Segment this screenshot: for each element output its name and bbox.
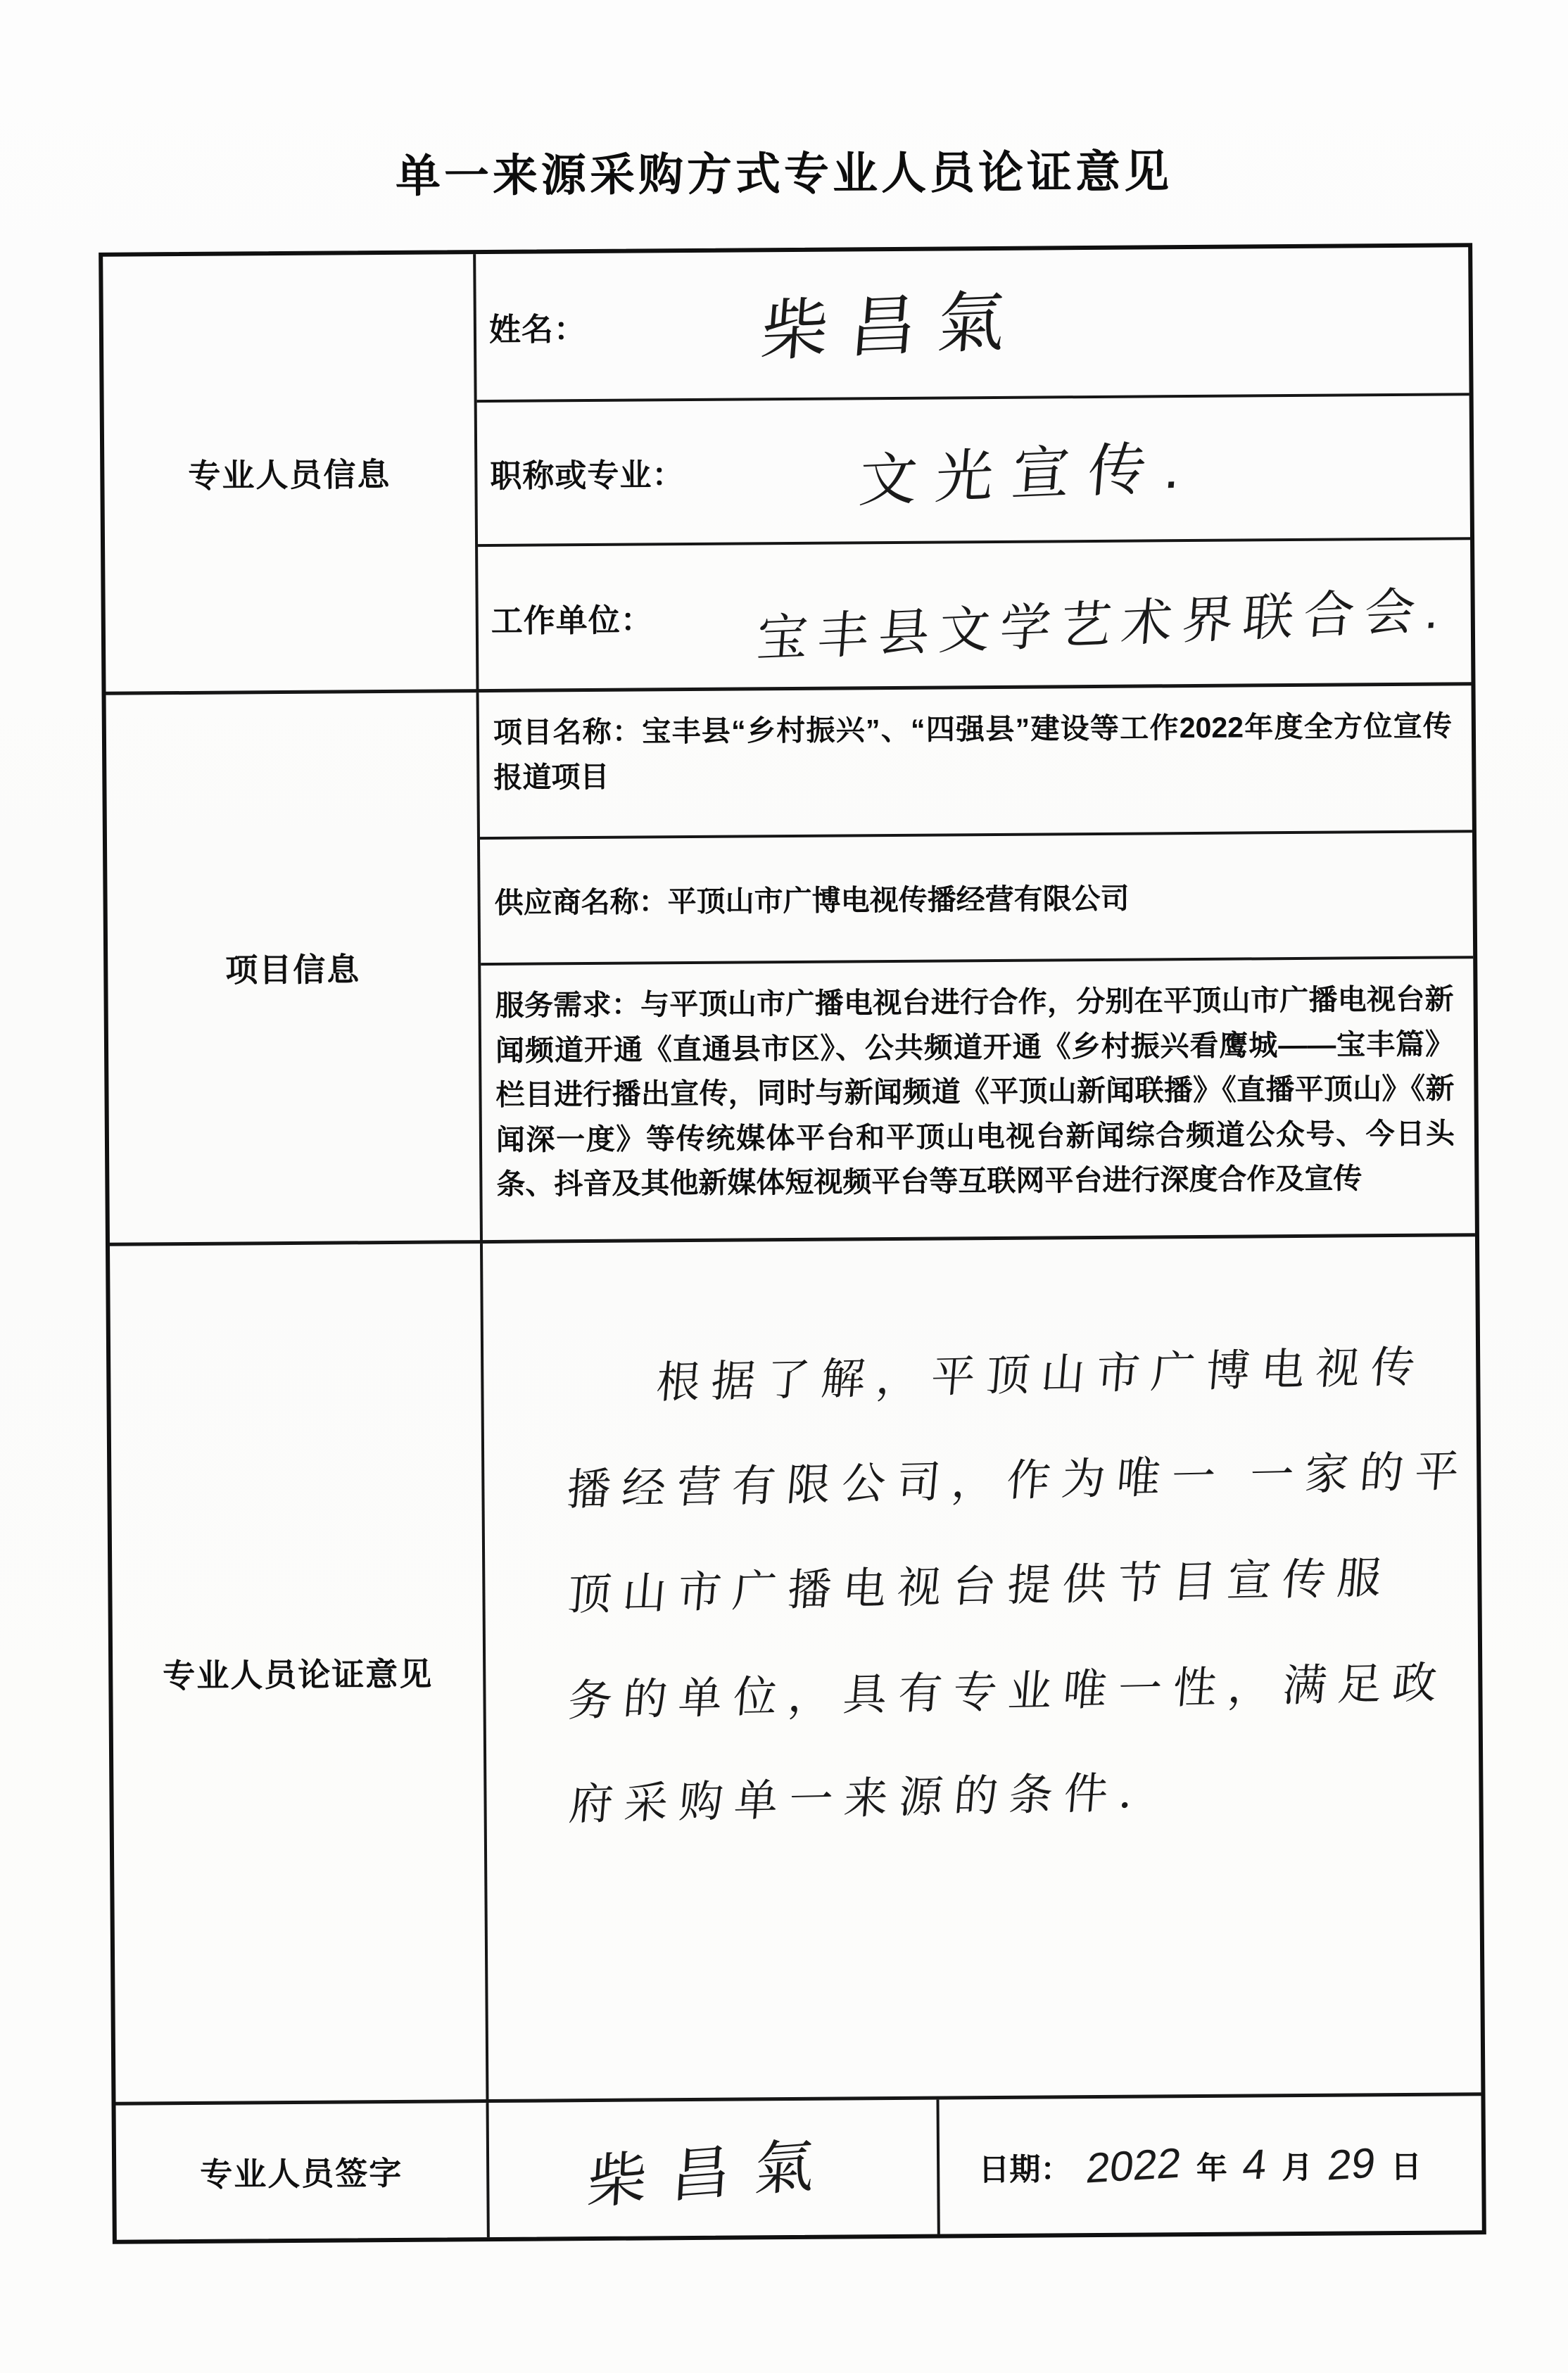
signature-handwritten-name: 柴昌氣 bbox=[585, 2130, 840, 2216]
date-month-unit: 月 bbox=[1282, 2150, 1313, 2185]
date-year-unit: 年 bbox=[1196, 2151, 1228, 2186]
work-unit-row bbox=[478, 540, 1471, 692]
personnel-section-label: 专业人员信息 bbox=[188, 455, 391, 494]
section-label-signature bbox=[116, 2103, 490, 2240]
date-year-handwritten: 2022 bbox=[1084, 2139, 1184, 2192]
date-cell bbox=[939, 2096, 1481, 2234]
supplier-row bbox=[480, 833, 1473, 966]
opinion-handwritten-line: 根据了解，平顶山市广博电视传 bbox=[654, 1343, 1428, 1407]
title-row bbox=[477, 396, 1470, 547]
section-label-opinion bbox=[110, 1244, 489, 2106]
supplier-text: 供应商名称：平顶山市广博电视传播经营有限公司 bbox=[494, 882, 1130, 919]
work-unit-label: 工作单位： bbox=[491, 601, 653, 639]
opinion-handwritten-line: 务的单位，具有专业唯一性，满足政 bbox=[566, 1658, 1450, 1726]
date-day-handwritten: 29 bbox=[1325, 2139, 1378, 2189]
section-label-personnel-info bbox=[103, 254, 479, 695]
name-label: 姓名： bbox=[488, 311, 587, 348]
opinion-section-label: 专业人员论证意见 bbox=[163, 1655, 434, 1695]
page-title: 单一来源采购方式专业人员论证意见 bbox=[395, 146, 1173, 202]
service-requirements-row bbox=[481, 958, 1475, 1244]
signature-handwritten-cell bbox=[489, 2100, 940, 2237]
date-month-handwritten: 4 bbox=[1240, 2140, 1269, 2189]
signature-section-label: 专业人员签字 bbox=[200, 2154, 403, 2193]
opinion-handwritten-line: 顶山市广播电视台提供节目宣传服 bbox=[565, 1553, 1395, 1620]
name-row bbox=[476, 247, 1469, 403]
project-name-text: 项目名称：宝丰县“乡村振兴”、“四强县”建设等工作2022年度全方位宣传报道项目 bbox=[493, 709, 1453, 794]
work-unit-handwritten-value: 宝丰县文学艺术界联合会. bbox=[754, 582, 1452, 668]
name-handwritten-value: 柴昌氣 bbox=[758, 283, 1030, 369]
certification-table bbox=[99, 243, 1486, 2244]
project-name-row bbox=[479, 685, 1472, 840]
date-label: 日期： bbox=[978, 2151, 1072, 2187]
title-handwritten-value: 文光宣传. bbox=[856, 435, 1202, 514]
opinion-content-cell bbox=[483, 1236, 1481, 2103]
section-label-project-info bbox=[106, 692, 483, 1246]
title-label: 职称或专业： bbox=[490, 457, 685, 494]
opinion-handwritten-line: 府采购单一来源的条件． bbox=[567, 1768, 1177, 1830]
service-requirements-text: 服务需求：与平顶山市广播电视台进行合作，分别在平顶山市广播电视台新闻频道开通《直通县市区》、公共频道开通《乡村振兴看鹰城——宝丰篇》栏目进行播出宣传，同时与新闻频道《平顶山新闻联播》《直播平顶山》《新闻深一度》等传统媒体平台和平顶山电视台新闻综合频道公众号、今日头条、抖音及其他新媒体短视频平台等互联网平台进行深度合作及宣传 bbox=[495, 982, 1455, 1201]
date-day-unit: 日 bbox=[1390, 2149, 1422, 2184]
project-section-label: 项目信息 bbox=[225, 951, 361, 989]
opinion-handwritten-line: 播经营有限公司，作为唯一 一家的平 bbox=[564, 1447, 1472, 1515]
